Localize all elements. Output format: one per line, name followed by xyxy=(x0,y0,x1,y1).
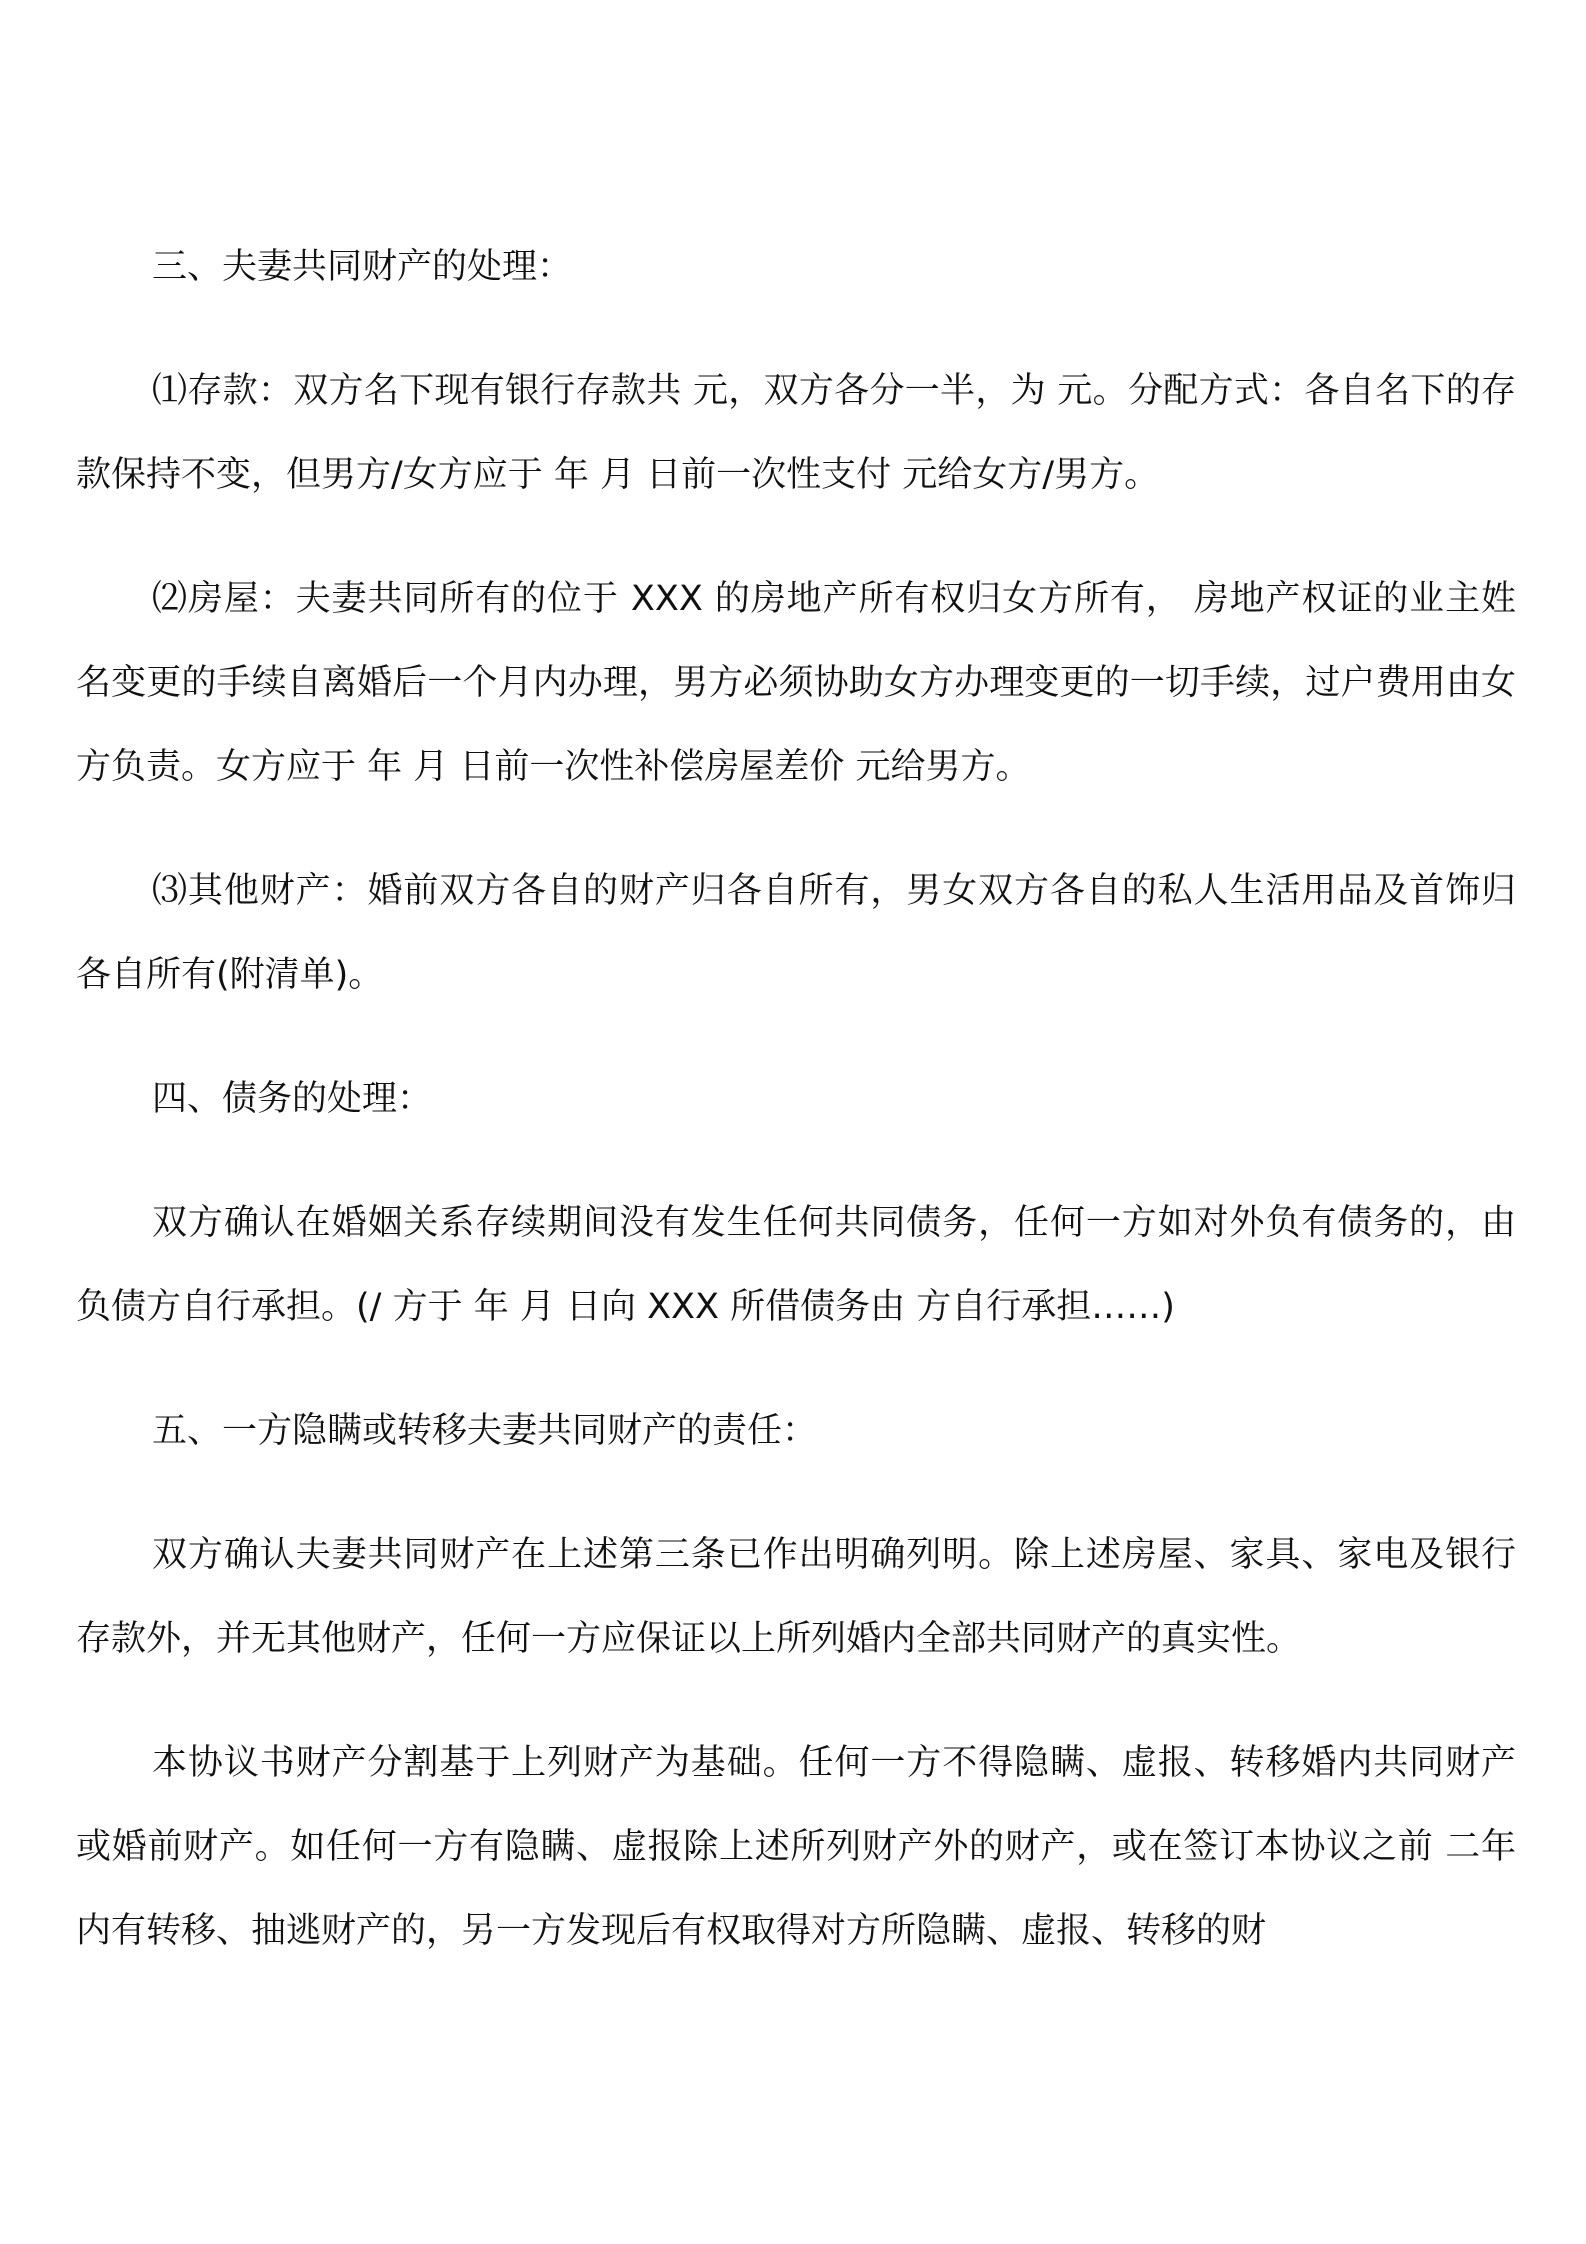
spacer xyxy=(76,1141,1516,1181)
spacer xyxy=(76,809,1516,849)
spacer xyxy=(76,1473,1516,1513)
document-body xyxy=(76,225,1516,1973)
section-3-item-house: ⑵房屋：夫妻共同所有的位于 XXX 的房地产所有权归女方所有， 房地产权证的业主姓名变更的手续自离婚后一个月内办理，男方必须协助女方办理变更的一切手续，过户费用由女方负责。女方应于 年 月 日前一次性补偿房屋差价 元给男方。 xyxy=(76,579,1516,787)
section-3-item-deposits: ⑴存款：双方名下现有银行存款共 元，双方各分一半，为 元。分配方式：各自名下的存款保持不变，但男方/女方应于 年 月 日前一次性支付 元给女方/男方。 xyxy=(76,371,1516,495)
spacer xyxy=(76,309,1516,349)
section-3-item-other-property: ⑶其他财产：婚前双方各自的财产归各自所有，男女双方各自的私人生活用品及首饰归各自所有(附清单)。 xyxy=(76,871,1516,995)
spacer xyxy=(76,1681,1516,1721)
section-5-heading: 五、一方隐瞒或转移夫妻共同财产的责任： xyxy=(152,1411,818,1451)
section-5-paragraph-1: 双方确认夫妻共同财产在上述第三条已作出明确列明。除上述房屋、家具、家电及银行存款外，并无其他财产，任何一方应保证以上所列婚内全部共同财产的真实性。 xyxy=(76,1535,1516,1659)
section-5-paragraph-2: 本协议书财产分割基于上列财产为基础。任何一方不得隐瞒、虚报、转移婚内共同财产或婚前财产。如任何一方有隐瞒、虚报除上述所列财产外的财产，或在签订本协议之前 二年内有转移、抽逃财产的，另一方发现后有权取得对方所隐瞒、虚报、转移的财 xyxy=(76,1743,1516,1951)
section-4-paragraph: 双方确认在婚姻关系存续期间没有发生任何共同债务，任何一方如对外负有债务的，由负债方自行承担。(/ 方于 年 月 日向 XXX 所借债务由 方自行承担……) xyxy=(76,1203,1516,1327)
section-4-heading: 四、债务的处理： xyxy=(152,1079,433,1119)
spacer xyxy=(76,517,1516,557)
section-3-heading: 三、夫妻共同财产的处理： xyxy=(152,247,573,287)
spacer xyxy=(76,1349,1516,1389)
spacer xyxy=(76,1017,1516,1057)
